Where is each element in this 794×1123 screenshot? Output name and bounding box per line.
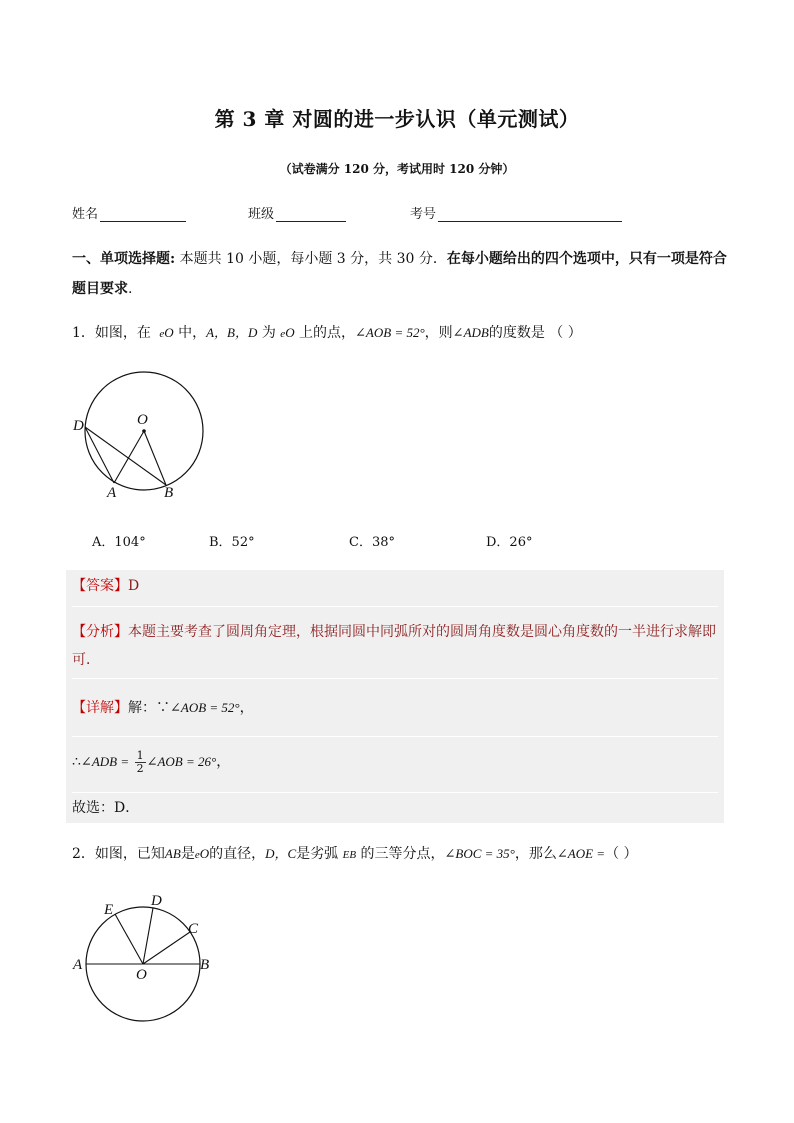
question-1-stem <box>72 322 722 345</box>
answer-panel <box>66 570 724 823</box>
question-1-figure <box>66 360 216 505</box>
analysis-text-2: 可． <box>72 652 100 668</box>
therefore-symbol: ∴ <box>72 754 81 770</box>
step-right: ∠AOB = 26° <box>146 754 217 769</box>
label-b: B <box>164 485 174 501</box>
id-blank[interactable] <box>438 207 622 222</box>
step-left: ∠ADB = <box>80 754 130 769</box>
fraction-half <box>135 750 146 775</box>
q1-text-tail: 的度数是 （ ） <box>488 325 582 341</box>
q2-text-tri2: 的三等分点， <box>360 846 445 862</box>
circle-symbol-3: e <box>194 849 200 861</box>
section-heading-end: . <box>128 281 133 297</box>
answer-row <box>72 572 717 600</box>
fraction-numerator: 1 <box>136 748 144 762</box>
row-divider <box>72 678 718 679</box>
q1-center-o: O <box>164 325 174 340</box>
question-2-figure <box>66 888 226 1028</box>
detail-intro: 解：∵ <box>128 700 170 716</box>
analysis-row <box>72 618 717 674</box>
q1-text-wei: 为 <box>261 325 276 341</box>
q1-text-mid: 中， <box>178 325 207 341</box>
label-c: C <box>188 921 199 937</box>
class-label: 班级 <box>248 207 275 222</box>
detail-given: ∠AOB = 52° <box>170 700 240 715</box>
q1-text-shang: 上的点， <box>299 325 356 341</box>
q2-center-o: O <box>199 846 210 861</box>
label-d: D <box>151 893 162 909</box>
question-2-stem <box>72 843 722 866</box>
label-b: B <box>200 957 210 973</box>
q2-text-diam: 的直径， <box>209 846 266 862</box>
segment-oc <box>143 932 190 964</box>
label-a: A <box>73 957 83 973</box>
section-heading-bold: 一、单项选择题: <box>72 251 176 267</box>
option-a[interactable]: A．104° <box>92 535 146 550</box>
q2-text-tail: （ ） <box>605 846 638 862</box>
circle-symbol: e <box>159 328 165 340</box>
section-heading <box>72 244 727 304</box>
segment-da <box>85 427 114 483</box>
q2-arc-eb: EB <box>342 849 357 861</box>
q2-ab: AB <box>164 846 181 861</box>
segment-od <box>143 908 153 964</box>
q2-ask-pre: ，那么 <box>514 846 557 862</box>
exam-subtitle: （试卷满分 120 分，考试用时 120 分钟） <box>279 162 515 176</box>
label-e: E <box>104 902 114 918</box>
name-field[interactable] <box>72 203 186 222</box>
label-a: A <box>107 485 117 501</box>
option-c[interactable]: C．38° <box>349 535 395 550</box>
class-blank[interactable] <box>276 207 346 222</box>
center-dot <box>142 429 146 433</box>
fraction-denominator: 2 <box>136 761 144 775</box>
q2-number: 2．如图，已知 <box>72 846 165 862</box>
page-title: 第 3 章 对圆的进一步认识（单元测试） <box>214 107 580 131</box>
step-row <box>72 744 717 780</box>
option-d[interactable]: D．26° <box>486 535 533 550</box>
q2-given-angle: ∠BOC = 35° <box>444 846 515 861</box>
row-divider <box>72 606 718 607</box>
q1-points: A，B，D <box>206 325 258 340</box>
q2-points: D，C <box>265 846 297 861</box>
row-divider <box>72 736 718 737</box>
q1-asked-angle: ∠ADB <box>452 325 489 340</box>
segment-oe <box>115 914 143 964</box>
option-b[interactable]: B．52° <box>209 535 255 550</box>
answer-value: D <box>128 578 140 594</box>
conclusion-row <box>72 794 717 822</box>
q2-text-shi: 是 <box>180 846 195 862</box>
step-comma: ， <box>216 754 231 770</box>
analysis-text-1: 本题主要考查了圆周角定理，根据同圆中同弧所对的圆周角度数是圆心角度数的一半进行求解即 <box>128 624 716 640</box>
q1-center-o-2: O <box>285 325 295 340</box>
label-d: D <box>73 418 84 434</box>
q1-number: 1．如图，在 <box>72 325 151 341</box>
label-o: O <box>137 412 148 428</box>
id-field[interactable] <box>410 203 622 222</box>
name-label: 姓名 <box>72 207 99 222</box>
analysis-tag: 【分析】 <box>72 624 128 640</box>
circle-symbol-2: e <box>280 328 286 340</box>
q1-text-ze: ，则 <box>424 325 453 341</box>
detail-row <box>72 694 717 722</box>
detail-comma: ， <box>239 700 254 716</box>
q2-text-tri: 是劣弧 <box>296 846 339 862</box>
row-divider <box>72 792 718 793</box>
section-heading-rest: 本题共 10 小题，每小题 3 分，共 30 分． <box>175 251 447 267</box>
class-field[interactable] <box>248 203 346 222</box>
q1-given-angle: ∠AOB = 52° <box>355 325 425 340</box>
conclusion-text: 故选：D． <box>72 800 140 816</box>
detail-tag: 【详解】 <box>72 700 128 716</box>
segment-oa <box>114 431 144 483</box>
label-o: O <box>136 967 147 983</box>
section-heading-bold2: 在每小题给出的四个选项中，只有一项是符合题目要求 <box>72 251 727 297</box>
name-blank[interactable] <box>100 207 186 222</box>
q2-asked-angle: ∠AOE = <box>556 846 606 861</box>
answer-tag: 【答案】 <box>72 578 128 594</box>
id-label: 考号 <box>410 207 437 222</box>
